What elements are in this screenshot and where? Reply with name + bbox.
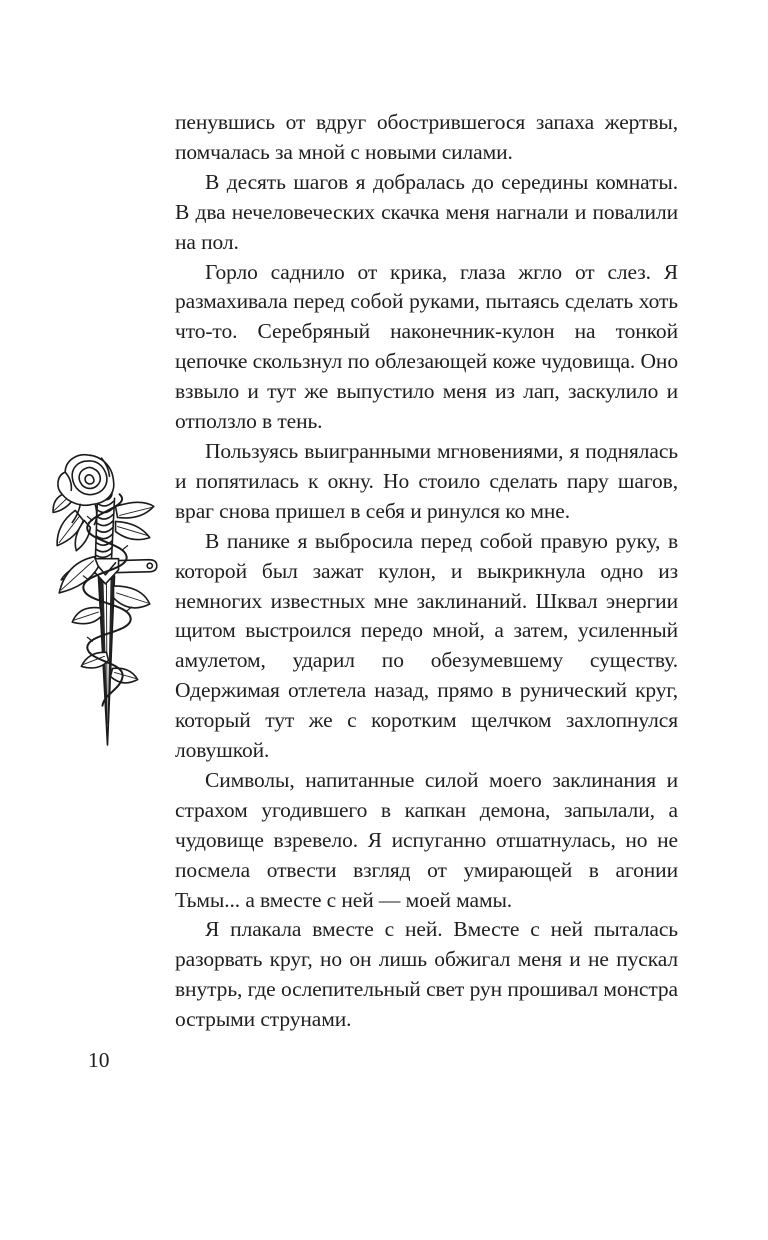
body-text xyxy=(175,108,678,1035)
paragraph: пенувшись от вдруг обострившегося запаха жертвы, помчалась за мной с новыми силами. xyxy=(175,110,678,164)
paragraph: Я плакала вместе с ней. Вместе с ней пыталась разорвать круг, но он лишь обжигал меня и не пускал внутрь, где ослепительный свет рун прошивал монстра острыми струнами. xyxy=(175,917,678,1032)
paragraph: Пользуясь выигранными мгновениями, я поднялась и попятилась к окну. Но стоило сделать пару шагов, враг снова пришел в себя и ринулся ко мне. xyxy=(175,438,678,523)
paragraph: В панике я выбросила перед собой правую руку, в которой был зажат кулон, и выкрикнула одно из немногих известных мне заклинаний. Шквал энергии щитом выстроился передо мной, а затем, усиленный амулетом, ударил по обезумевшему существу. Одержимая отлетела назад, прямо в рунический круг, который тут же с коротким щелчком захлопнулся ловушкой. xyxy=(175,528,678,763)
paragraph: Символы, напитанные силой моего заклинания и страхом угодившего в капкан демона, запылали, а чудовище взревело. Я испуганно отшатнулась, но не посмела отвести взгляд от умирающей в агонии Тьмы... а вместе с ней — моей мамы. xyxy=(175,767,678,912)
paragraph: В десять шагов я добралась до середины комнаты. В два нечеловеческих скачка меня нагнали и повалили на пол. xyxy=(175,169,678,254)
page-number: 10 xyxy=(88,1048,110,1072)
dagger-rose-illustration xyxy=(52,446,168,758)
paragraph: Горло саднило от крика, глаза жгло от слез. Я размахивала перед собой руками, пытаясь сделать хоть что-то. Серебряный наконечник-кулон на тонкой цепочке скользнул по облезающей коже чудовища. Оно взвыло и тут же выпустило меня из лап, заскулило и отползло в тень. xyxy=(175,259,678,434)
